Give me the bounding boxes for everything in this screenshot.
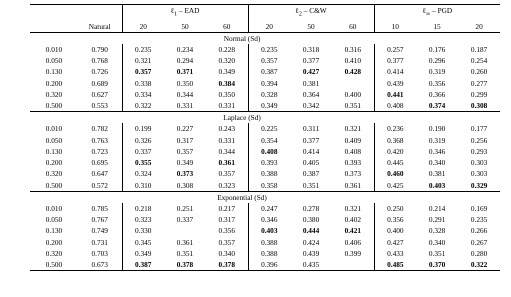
natural-cell: 0.782 — [91, 124, 108, 134]
natural-cell: 0.768 — [91, 56, 108, 66]
value-cell: 0.228 — [218, 45, 235, 55]
value-cell: 0.337 — [122, 146, 164, 157]
value-cell — [458, 100, 500, 112]
value-cell: 0.393 — [248, 157, 290, 168]
best-value: 0.428 — [344, 67, 361, 77]
value-cell: 0.256 — [470, 135, 488, 145]
corner-cell — [30, 21, 78, 33]
value-cell: 0.303 — [470, 158, 488, 168]
value-cell: 0.331 — [218, 135, 235, 145]
sd-cell: 0.050 — [45, 135, 63, 145]
value-cell: 0.323 — [122, 214, 164, 225]
natural-cell: 0.627 — [91, 89, 108, 99]
value-cell — [206, 78, 248, 89]
natural-cell: 0.767 — [91, 215, 108, 225]
natural-cell: 0.673 — [91, 259, 108, 269]
value-cell: 0.317 — [176, 135, 194, 145]
value-cell: 0.400 — [344, 89, 361, 99]
value-cell: 0.356 — [428, 78, 446, 88]
value-cell: 0.330 — [122, 225, 164, 236]
sd-cell: 0.200 — [45, 78, 63, 88]
value-cell: 0.409 — [344, 135, 361, 145]
value-cell: 0.225 — [248, 123, 290, 134]
value-cell: 0.344 — [218, 146, 235, 156]
natural-cell: 0.703 — [91, 248, 108, 258]
value-cell: 0.177 — [470, 124, 488, 134]
value-cell: 0.345 — [122, 237, 164, 248]
value-cell: 0.349 — [218, 67, 235, 77]
value-cell: 0.324 — [122, 168, 164, 179]
value-cell: 0.381 — [428, 169, 446, 179]
sd-cell: 0.500 — [45, 180, 63, 190]
value-cell: 0.337 — [176, 215, 194, 225]
value-cell — [374, 168, 416, 179]
table-row — [30, 135, 500, 146]
value-cell — [164, 168, 206, 179]
value-cell: 0.357 — [248, 55, 290, 66]
value-cell: 0.277 — [470, 78, 488, 88]
value-cell: 0.346 — [248, 214, 290, 225]
sd-cell: 0.050 — [45, 56, 63, 66]
value-cell: 0.354 — [248, 135, 290, 146]
value-cell: 0.350 — [218, 89, 235, 99]
best-value: 0.371 — [176, 67, 194, 77]
header-group-row — [30, 5, 500, 21]
value-cell: 0.351 — [302, 180, 320, 190]
epsilon-header: 20 — [122, 21, 164, 33]
table-row — [30, 44, 500, 55]
value-cell: 0.316 — [344, 45, 361, 55]
group-header-l2: ℓ$_2$ – C&W — [248, 5, 374, 21]
value-cell: 0.364 — [302, 89, 320, 99]
value-cell: 0.358 — [248, 180, 290, 192]
value-cell: 0.227 — [176, 124, 194, 134]
value-cell — [290, 225, 332, 236]
value-cell: 0.400 — [374, 225, 416, 236]
value-cell — [164, 259, 206, 271]
value-cell: 0.334 — [122, 89, 164, 100]
value-cell: 0.377 — [302, 135, 320, 145]
value-cell: 0.420 — [374, 146, 416, 157]
value-cell: 0.235 — [248, 44, 290, 55]
value-cell: 0.433 — [374, 248, 416, 259]
epsilon-header: 60 — [223, 21, 231, 31]
value-cell: 0.340 — [428, 158, 446, 168]
value-cell: 0.278 — [302, 203, 320, 213]
sd-cell: 0.130 — [45, 146, 63, 156]
value-cell: 0.322 — [122, 100, 164, 112]
value-cell: 0.424 — [302, 237, 320, 247]
value-cell: 0.257 — [374, 44, 416, 55]
sd-cell: 0.200 — [45, 158, 63, 168]
sd-cell: 0.010 — [45, 203, 63, 213]
value-cell: 0.342 — [302, 101, 320, 111]
results-table — [30, 4, 500, 271]
value-cell: 0.357 — [176, 146, 194, 156]
best-value: 0.322 — [470, 259, 488, 269]
value-cell: 0.349 — [248, 100, 290, 112]
best-value: 0.384 — [218, 78, 235, 88]
value-cell: 0.439 — [374, 78, 416, 89]
table-row — [30, 259, 500, 271]
value-cell: 0.388 — [248, 248, 290, 259]
value-cell — [206, 259, 248, 271]
sd-cell: 0.010 — [45, 124, 63, 134]
value-cell — [122, 259, 164, 271]
sd-cell: 0.320 — [45, 169, 63, 179]
value-cell: 0.361 — [176, 237, 194, 247]
value-cell: 0.323 — [218, 180, 235, 190]
value-cell: 0.308 — [176, 180, 194, 190]
value-cell — [374, 89, 416, 100]
value-cell — [122, 66, 164, 77]
value-cell: 0.435 — [302, 259, 320, 269]
sd-cell: 0.130 — [45, 226, 63, 236]
table-row — [30, 168, 500, 179]
value-cell: 0.377 — [374, 55, 416, 66]
natural-cell: 0.790 — [91, 45, 108, 55]
value-cell: 0.340 — [428, 237, 446, 247]
epsilon-header: 10 — [374, 21, 416, 33]
value-cell: 0.377 — [302, 56, 320, 66]
sd-cell: 0.050 — [45, 215, 63, 225]
value-cell: 0.380 — [302, 215, 320, 225]
value-cell — [290, 66, 332, 77]
natural-cell: 0.749 — [91, 226, 108, 236]
table-row — [30, 248, 500, 259]
value-cell: 0.190 — [428, 124, 446, 134]
value-cell — [206, 157, 248, 168]
value-cell: 0.366 — [428, 89, 446, 99]
best-value: 0.444 — [302, 226, 320, 236]
value-cell: 0.399 — [344, 248, 361, 258]
epsilon-header: 50 — [307, 21, 315, 31]
value-cell: 0.357 — [218, 169, 235, 179]
value-cell: 0.169 — [470, 203, 488, 213]
sd-cell: 0.200 — [45, 237, 63, 247]
best-value: 0.361 — [218, 158, 235, 168]
value-cell: 0.349 — [176, 158, 194, 168]
table-row — [30, 55, 500, 66]
natural-header: Natural — [88, 21, 111, 31]
value-cell: 0.251 — [176, 203, 194, 213]
section-header-row — [30, 191, 500, 203]
table-row — [30, 100, 500, 112]
best-value: 0.408 — [261, 146, 278, 156]
value-cell: 0.402 — [344, 215, 361, 225]
value-cell — [416, 180, 458, 192]
best-value: 0.329 — [470, 180, 488, 190]
value-cell: 0.247 — [248, 203, 290, 214]
epsilon-header: 20 — [248, 21, 290, 33]
value-cell: 0.321 — [122, 55, 164, 66]
natural-cell: 0.785 — [91, 203, 108, 213]
value-cell: 0.235 — [470, 215, 488, 225]
sd-cell: 0.320 — [45, 248, 63, 258]
value-cell: 0.340 — [218, 248, 235, 258]
sd-cell: 0.500 — [45, 101, 63, 111]
value-cell: 0.356 — [374, 214, 416, 225]
table-row — [30, 180, 500, 192]
value-cell: 0.351 — [176, 248, 194, 258]
natural-cell: 0.726 — [91, 67, 108, 77]
sd-cell: 0.500 — [45, 259, 63, 269]
value-cell — [248, 146, 290, 157]
value-cell: 0.320 — [218, 56, 235, 66]
value-cell: 0.414 — [302, 146, 320, 156]
sd-cell: 0.320 — [45, 89, 63, 99]
best-value: 0.403 — [428, 180, 446, 190]
value-cell: 0.408 — [374, 100, 416, 112]
value-cell: 0.393 — [344, 158, 361, 168]
group-header-l1: ℓ$_1$ – EAD — [122, 5, 248, 21]
value-cell: 0.321 — [344, 203, 361, 213]
value-cell: 0.266 — [470, 226, 488, 236]
table-row — [30, 225, 500, 236]
value-cell: 0.294 — [176, 56, 194, 66]
value-cell: 0.387 — [302, 169, 320, 179]
value-cell: 0.381 — [302, 78, 320, 88]
table-row — [30, 237, 500, 248]
value-cell: 0.319 — [428, 67, 446, 77]
value-cell: 0.388 — [248, 237, 290, 248]
value-cell: 0.317 — [218, 215, 235, 225]
value-cell: 0.394 — [248, 78, 290, 89]
value-cell: 0.291 — [428, 215, 446, 225]
value-cell: 0.344 — [176, 89, 194, 99]
value-cell: 0.296 — [428, 56, 446, 66]
best-value: 0.403 — [261, 226, 278, 236]
value-cell — [332, 225, 374, 236]
value-cell: 0.328 — [248, 89, 290, 100]
value-cell: 0.199 — [122, 123, 164, 134]
value-cell: 0.254 — [470, 56, 488, 66]
best-value: 0.378 — [218, 259, 235, 269]
natural-cell: 0.731 — [91, 237, 108, 247]
table-row — [30, 214, 500, 225]
value-cell: 0.331 — [176, 101, 194, 111]
value-cell — [332, 259, 374, 271]
best-value: 0.357 — [135, 67, 152, 77]
table-body — [30, 32, 500, 270]
section-title: Normal (Sd) — [223, 33, 261, 43]
value-cell: 0.280 — [470, 248, 488, 258]
value-cell: 0.373 — [344, 169, 361, 179]
best-value: 0.378 — [176, 259, 194, 269]
best-value: 0.427 — [302, 67, 320, 77]
natural-cell: 0.723 — [91, 146, 108, 156]
best-value: 0.308 — [470, 101, 488, 111]
value-cell: 0.356 — [218, 226, 235, 236]
best-value: 0.421 — [344, 226, 361, 236]
best-value: 0.460 — [387, 169, 404, 179]
best-value: 0.355 — [135, 158, 152, 168]
epsilon-header: 15 — [433, 21, 441, 31]
value-cell — [332, 66, 374, 77]
best-value: 0.374 — [428, 101, 446, 111]
corner-cell — [30, 5, 78, 21]
best-value: 0.387 — [135, 259, 152, 269]
value-cell: 0.299 — [470, 89, 488, 99]
value-cell: 0.310 — [122, 180, 164, 192]
value-cell: 0.396 — [248, 259, 290, 271]
value-cell: 0.408 — [344, 146, 361, 156]
table-row — [30, 123, 500, 134]
section-title: Laplace (Sd) — [223, 113, 261, 123]
value-cell: 0.414 — [374, 66, 416, 77]
value-cell: 0.267 — [470, 237, 488, 247]
table-row — [30, 78, 500, 89]
value-cell — [164, 66, 206, 77]
value-cell: 0.387 — [248, 66, 290, 77]
value-cell: 0.351 — [428, 248, 446, 258]
value-cell — [416, 100, 458, 112]
value-cell: 0.445 — [374, 157, 416, 168]
natural-cell: 0.763 — [91, 135, 108, 145]
value-cell — [164, 225, 206, 236]
value-cell: 0.350 — [176, 78, 194, 88]
value-cell: 0.346 — [428, 146, 446, 156]
value-cell: 0.250 — [374, 203, 416, 214]
table-row — [30, 157, 500, 168]
group-header-linf: ℓ$_\infty$ – PGD — [374, 5, 500, 21]
value-cell: 0.187 — [470, 45, 488, 55]
best-value: 0.370 — [428, 259, 446, 269]
best-value: 0.441 — [387, 89, 404, 99]
sd-cell: 0.010 — [45, 45, 63, 55]
value-cell — [458, 259, 500, 271]
value-cell — [416, 259, 458, 271]
natural-cell: 0.553 — [91, 101, 108, 111]
value-cell: 0.406 — [344, 237, 361, 247]
best-value: 0.485 — [387, 259, 404, 269]
natural-cell: 0.647 — [91, 169, 108, 179]
value-cell — [374, 259, 416, 271]
table-row — [30, 66, 500, 77]
value-cell: 0.349 — [122, 248, 164, 259]
value-cell: 0.439 — [302, 248, 320, 258]
table-row — [30, 203, 500, 214]
value-cell: 0.328 — [428, 226, 446, 236]
value-cell: 0.368 — [374, 135, 416, 146]
value-cell: 0.318 — [302, 45, 320, 55]
epsilon-header: 50 — [181, 21, 189, 31]
value-cell: 0.321 — [344, 124, 361, 134]
section-title: Exponential (Sd) — [217, 192, 267, 202]
value-cell: 0.243 — [218, 124, 235, 134]
value-cell: 0.405 — [302, 158, 320, 168]
value-cell: 0.319 — [428, 135, 446, 145]
value-cell: 0.311 — [302, 124, 320, 134]
value-cell — [248, 225, 290, 236]
value-cell: 0.331 — [218, 101, 235, 111]
value-cell: 0.427 — [374, 237, 416, 248]
epsilon-header: 60 — [349, 21, 357, 31]
natural-cell: 0.689 — [91, 78, 108, 88]
section-header-row — [30, 32, 500, 44]
value-cell: 0.361 — [344, 180, 361, 190]
value-cell: 0.218 — [122, 203, 164, 214]
value-cell: 0.303 — [470, 169, 488, 179]
section-header-row — [30, 112, 500, 124]
value-cell: 0.388 — [248, 168, 290, 179]
value-cell: 0.214 — [428, 203, 446, 213]
value-cell — [332, 78, 374, 89]
value-cell: 0.410 — [344, 56, 361, 66]
value-cell: 0.260 — [470, 67, 488, 77]
table-row — [30, 146, 500, 157]
value-cell: 0.357 — [218, 237, 235, 247]
value-cell: 0.338 — [122, 78, 164, 89]
natural-cell: 0.695 — [91, 158, 108, 168]
value-cell: 0.236 — [374, 123, 416, 134]
value-cell: 0.176 — [428, 45, 446, 55]
value-cell: 0.235 — [122, 44, 164, 55]
value-cell: 0.425 — [374, 180, 416, 192]
sd-cell: 0.130 — [45, 67, 63, 77]
best-value: 0.373 — [176, 169, 194, 179]
value-cell — [122, 157, 164, 168]
value-cell — [458, 180, 500, 192]
value-cell: 0.351 — [344, 101, 361, 111]
value-cell: 0.293 — [470, 146, 488, 156]
epsilon-header: 20 — [475, 21, 483, 31]
value-cell: 0.217 — [218, 203, 235, 213]
table-row — [30, 89, 500, 100]
value-cell: 0.326 — [122, 135, 164, 146]
value-cell: 0.234 — [176, 45, 194, 55]
natural-cell: 0.572 — [91, 180, 108, 190]
